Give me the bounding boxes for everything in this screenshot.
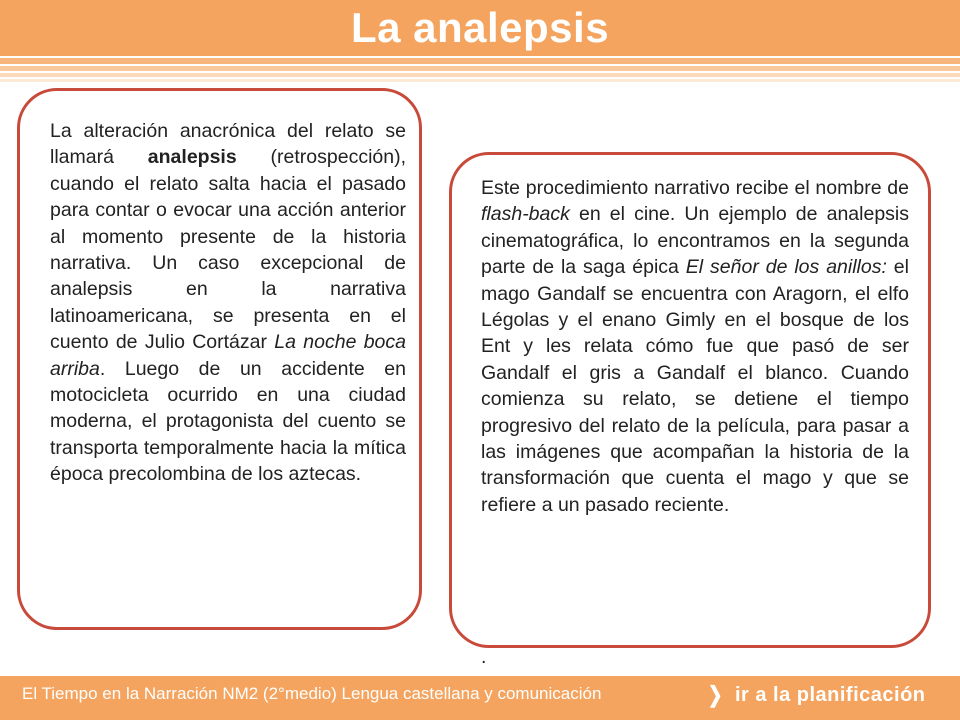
italic-term: flash-back [481, 203, 570, 226]
italic-title: El señor de los anillos: [685, 256, 887, 279]
header-stripe [0, 79, 960, 82]
text-run: (retrospección), cuando el relato salta hacia el pasado para contar o evocar una acción anterior al momento presente de la historia narrativa. Un caso excepcional de analepsis en la narrativa latinoamericana, se presenta en el cuento de Julio Cortázar [50, 146, 406, 354]
text-run: el mago Gandalf se encuentra con Aragorn, el elfo Légolas y el enano Gimly en el bosque de los Ent y les relata cómo fue que pasó de ser Gandalf el gris a Gandalf el blanco. Cuando comienza su relato, se detiene el tiempo progresivo del relato de la película, para pasar a las imágenes que acompañan la historia de la transformación que cuenta el mago y que se refiere a un pasado reciente. [481, 256, 909, 516]
text-run: . Luego de un accidente en motocicleta ocurrido en una ciudad moderna, el protagonista del cuento se transporta temporalmente hacia la mítica época precolombina de los aztecas. [50, 357, 406, 486]
trailing-dot: . [481, 646, 487, 668]
left-paragraph [50, 118, 406, 488]
right-paragraph [481, 175, 909, 518]
planning-link[interactable] [706, 680, 946, 710]
text-run: en el cine. Un ejemplo de analepsis cinematográfica, lo encontramos en la segunda parte de la saga épica [481, 203, 909, 279]
slide-title: La analepsis [350, 4, 610, 51]
chevron-right-icon: ❯ [707, 682, 724, 707]
text-run: Este procedimiento narrativo recibe el nombre de [481, 177, 909, 199]
course-label: El Tiempo en la Narración NM2 (2°medio) Lengua castellana y comunicación [22, 684, 602, 703]
italic-title: La noche boca arriba [50, 331, 406, 380]
header-stripe [0, 58, 960, 64]
header-stripe [0, 73, 960, 77]
text-run: La alteración anacrónica del relato se llamará [50, 120, 406, 169]
planning-link-label: ir a la planificación [734, 683, 926, 706]
bold-term: analepsis [147, 146, 237, 169]
header-stripe [0, 66, 960, 71]
